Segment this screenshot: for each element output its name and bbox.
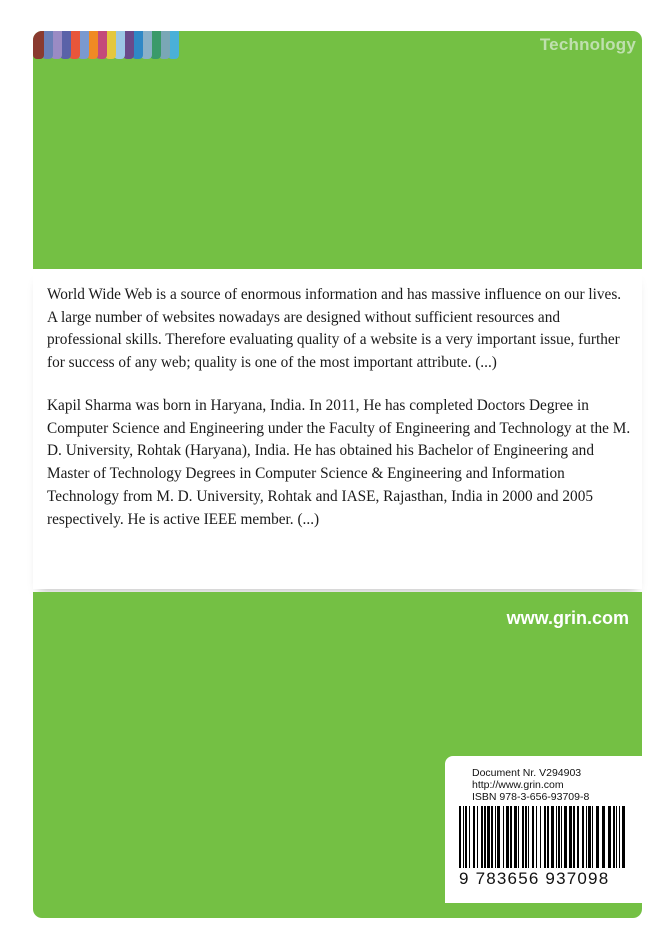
barcode-bar xyxy=(613,806,615,868)
publisher-website: www.grin.com xyxy=(506,608,629,628)
author-bio: Kapil Sharma was born in Haryana, India. In 2011, He has completed Doctors Degree in Computer Science and Engineering under the Faculty of Engineering and Technology at the M. D. University, Rohtak (Haryana), India. He has obtained his Bachelor of Engineering and Master of Technology Degrees in Computer Science & Engineering and Information Technology from M. D. University, Rohtak and IASE, Rajasthan, India in 2000 and 2005 respectively. He is active IEEE member. (...) xyxy=(47,397,631,528)
barcode-bar xyxy=(518,806,519,868)
color-stripes xyxy=(33,31,177,59)
barcode-bar xyxy=(481,806,483,868)
barcode-bar xyxy=(561,806,562,868)
blurb-panel xyxy=(33,269,642,589)
top-green-panel xyxy=(33,31,642,269)
barcode-bar xyxy=(540,806,541,868)
barcode-bar xyxy=(495,806,496,868)
barcode-bar xyxy=(503,806,504,868)
barcode-bar xyxy=(506,806,509,868)
barcode-digits: 9 783656 937098 xyxy=(459,869,610,888)
barcode-bar xyxy=(536,806,537,868)
barcode-bar xyxy=(569,806,572,868)
document-info-box xyxy=(445,756,642,903)
barcode-bar xyxy=(463,806,464,868)
category-label: Technology xyxy=(539,35,636,54)
color-stripe xyxy=(33,31,44,59)
barcode-bar xyxy=(608,806,611,868)
barcode-bar xyxy=(586,806,587,868)
barcode-bar xyxy=(564,806,567,868)
document-url: http://www.grin.com xyxy=(472,779,564,791)
barcode-bar xyxy=(556,806,557,868)
barcode-bar xyxy=(465,806,467,868)
barcode-bar xyxy=(514,806,517,868)
barcode-bar xyxy=(551,806,554,868)
barcode-bar xyxy=(573,806,575,868)
barcode-bar xyxy=(622,806,625,868)
barcode-bar xyxy=(484,806,486,868)
barcode-bar xyxy=(487,806,490,868)
isbn: ISBN 978-3-656-93709-8 xyxy=(472,791,590,803)
barcode-bar xyxy=(522,806,524,868)
barcode-bar xyxy=(558,806,560,868)
barcode-bar xyxy=(582,806,584,868)
barcode-bar xyxy=(619,806,620,868)
barcode-bar xyxy=(473,806,475,868)
barcode-bar xyxy=(544,806,546,868)
barcode-bar xyxy=(525,806,527,868)
barcode xyxy=(459,806,629,868)
book-description: World Wide Web is a source of enormous information and has massive influence on our lives. A large number of websites nowadays are designed without sufficient resources and professional skills. Therefore evaluating quality of a website is a very important issue, further for success of any web; quality is one of the most important attribute. (...) xyxy=(47,286,622,372)
barcode-bar xyxy=(491,806,493,868)
barcode-bar xyxy=(616,806,617,868)
barcode-bar xyxy=(592,806,593,868)
barcode-bar xyxy=(596,806,599,868)
barcode-bar xyxy=(497,806,500,868)
bottom-green-panel xyxy=(33,592,642,918)
barcode-bar xyxy=(602,806,605,868)
barcode-bar xyxy=(532,806,534,868)
barcode-bar xyxy=(469,806,470,868)
barcode-bar xyxy=(588,806,591,868)
barcode-bar xyxy=(459,806,461,868)
barcode-bar xyxy=(577,806,579,868)
barcode-bar xyxy=(547,806,549,868)
document-number: Document Nr. V294903 xyxy=(472,767,582,779)
barcode-bar xyxy=(528,806,529,868)
barcode-bar xyxy=(477,806,478,868)
barcode-bar xyxy=(510,806,512,868)
